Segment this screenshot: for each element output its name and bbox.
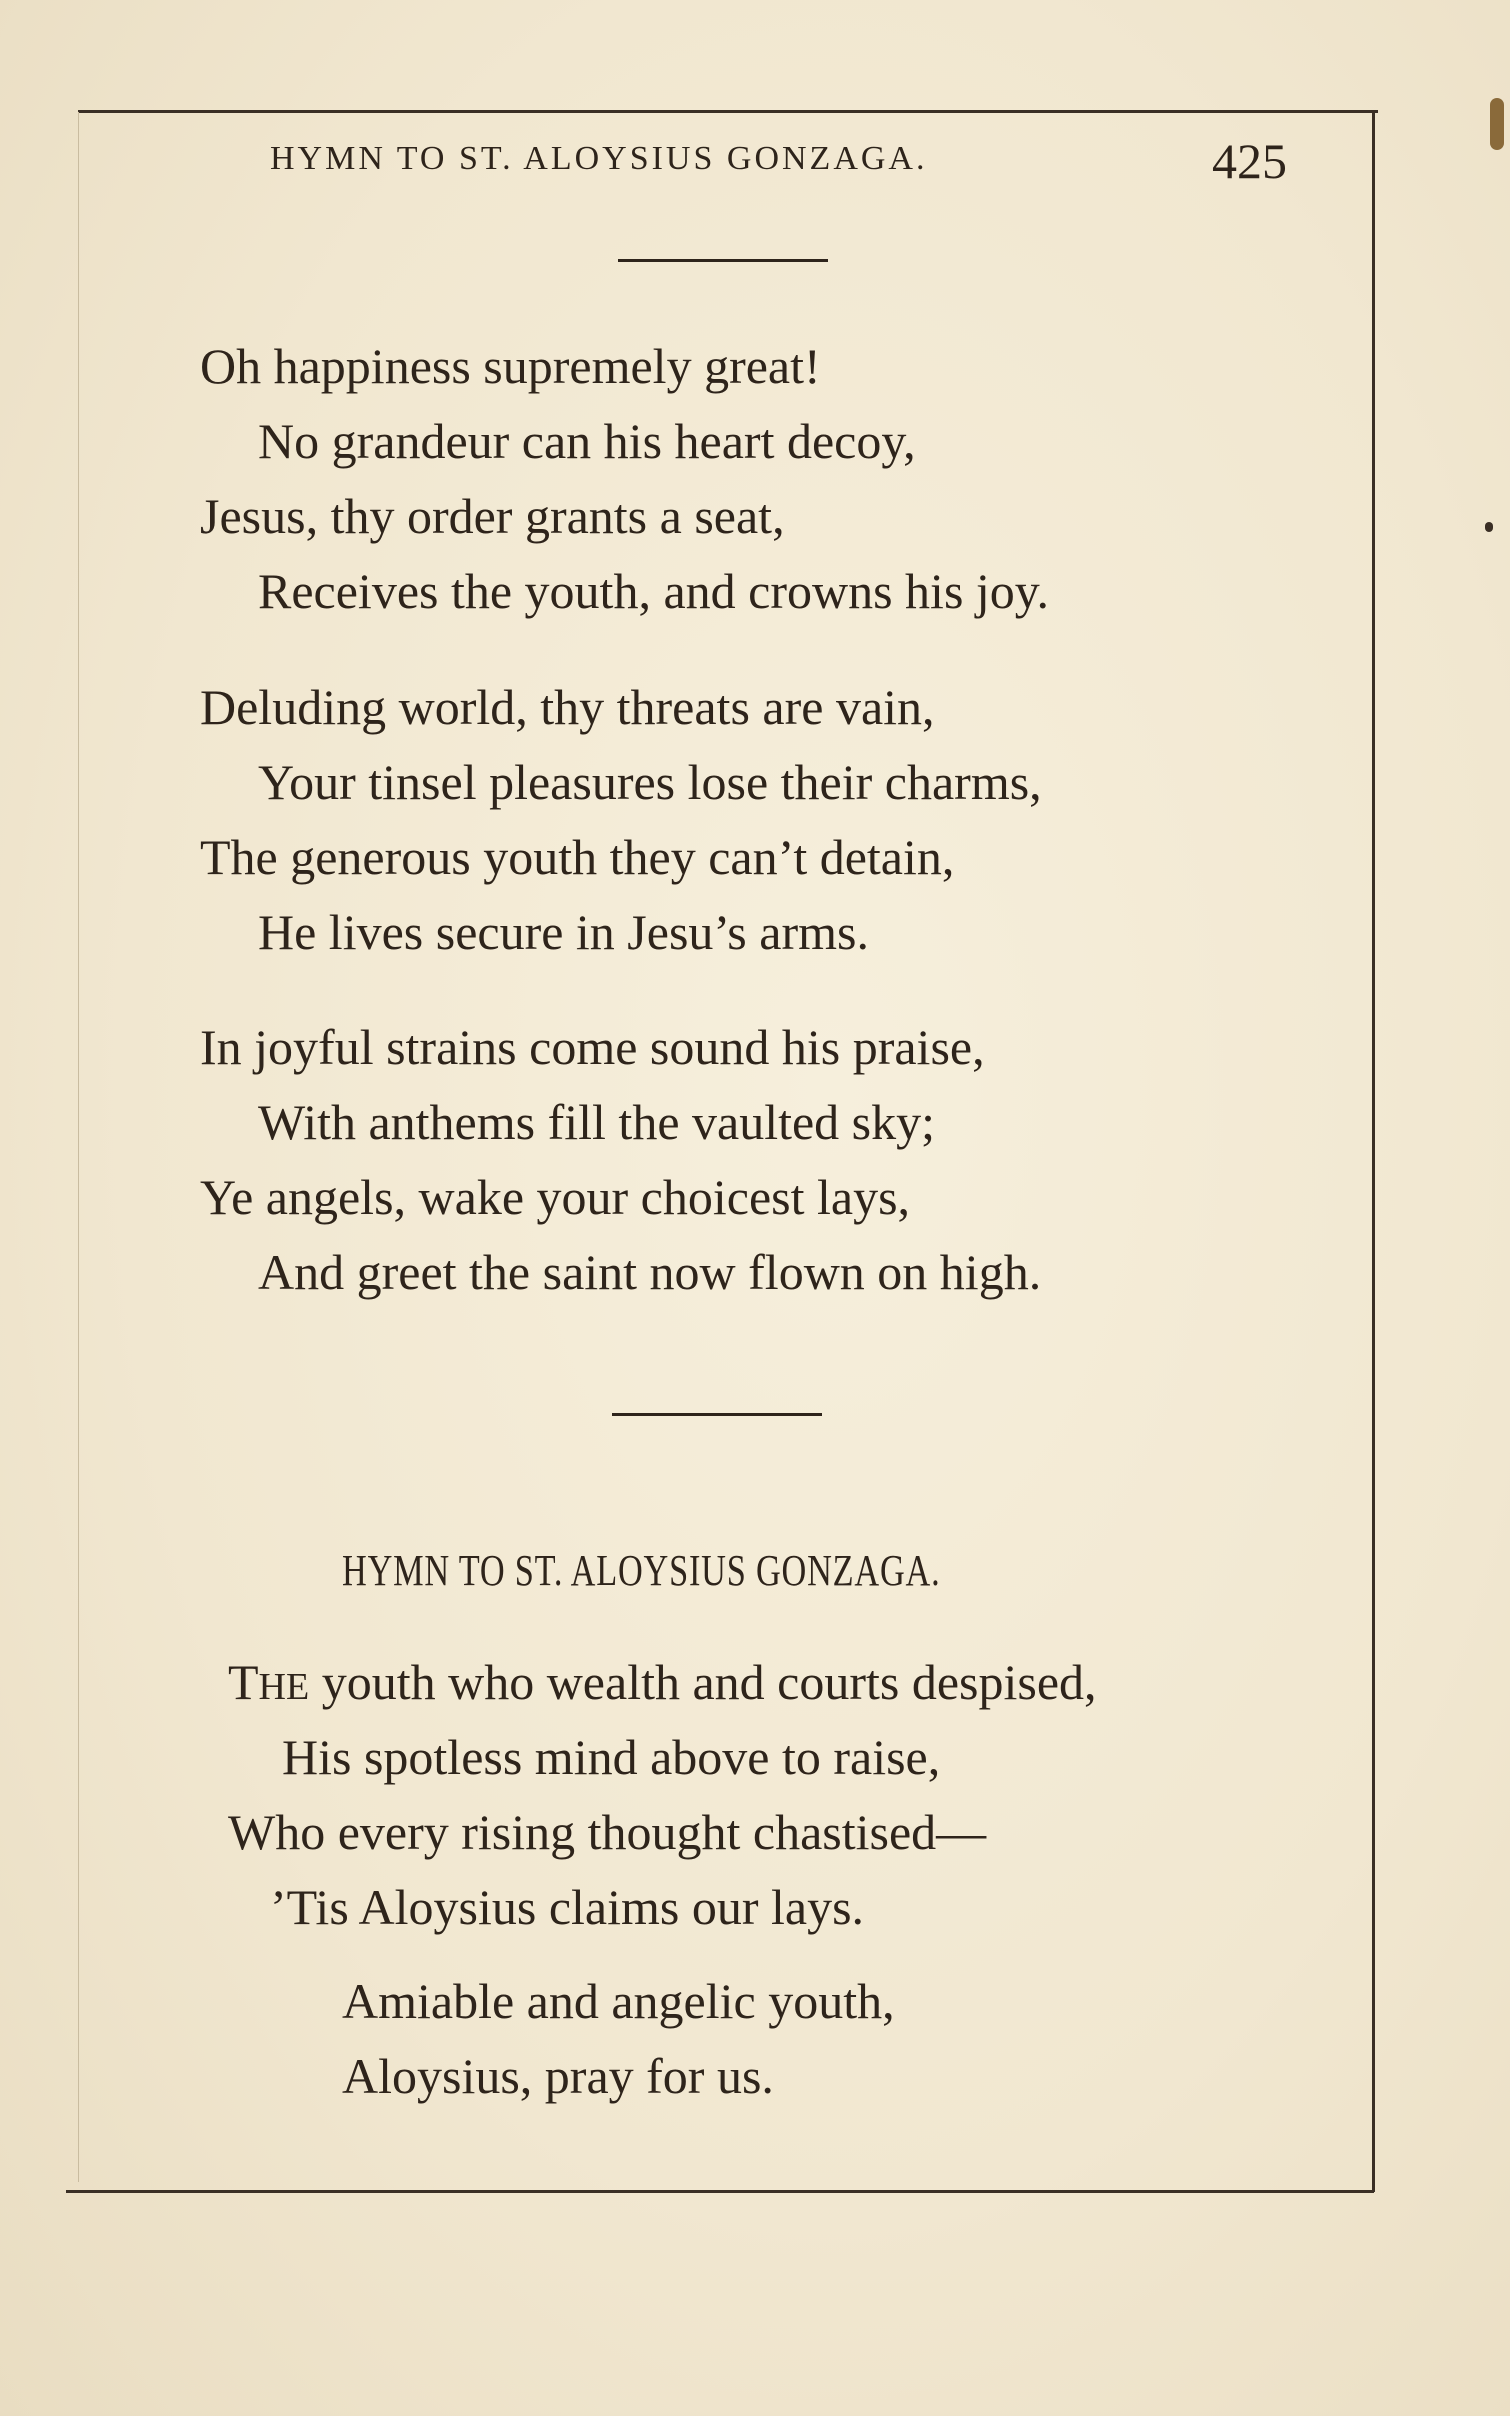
page-border-right [1372, 112, 1375, 2192]
header-rule [618, 259, 828, 262]
section-divider-rule [612, 1413, 822, 1416]
hymn-line-2: His spotless mind above to raise, [282, 1729, 941, 1785]
hymn-line-3: Who every rising thought chastised— [228, 1804, 987, 1860]
refrain-line-2: Aloysius, pray for us. [342, 2048, 774, 2104]
stanza-3-line-4: And greet the saint now flown on high. [258, 1244, 1042, 1300]
dropcap: T [228, 1654, 259, 1710]
stanza-1-line-2: No grandeur can his heart decoy, [258, 413, 916, 469]
stanza-2-line-3: The generous youth they can’t detain, [200, 829, 955, 885]
stanza-3-line-3: Ye angels, wake your choicest lays, [200, 1169, 911, 1225]
stanza-3-line-2: With anthems fill the vaulted sky; [258, 1094, 936, 1150]
stanza-1-line-1: Oh happiness supremely great! [200, 338, 821, 394]
hymn-title: HYMN TO ST. ALOYSIUS GONZAGA. [342, 1546, 941, 1595]
page-border-left [78, 112, 79, 2182]
hymn-line-4: ’Tis Aloysius claims our lays. [270, 1879, 865, 1935]
stanza-3-line-1: In joyful strains come sound his praise, [200, 1019, 985, 1075]
hymn-line-1 [228, 1654, 1097, 1710]
stanza-1-line-3: Jesus, thy order grants a seat, [200, 488, 785, 544]
running-head: HYMN TO ST. ALOYSIUS GONZAGA. [270, 140, 928, 177]
edge-tab-mark [1490, 98, 1504, 150]
refrain-line-1: Amiable and angelic youth, [342, 1973, 895, 2029]
hymn-line-1-rest: youth who wealth and courts despised, [309, 1654, 1097, 1710]
stanza-2-line-2: Your tinsel pleasures lose their charms, [258, 754, 1042, 810]
page-border-bottom [66, 2190, 1374, 2193]
page-border-top [78, 110, 1378, 113]
page-number: 425 [1212, 133, 1287, 189]
stanza-1-line-4: Receives the youth, and crowns his joy. [258, 563, 1050, 619]
margin-dot [1485, 522, 1493, 532]
smallcaps-word: HE [258, 1666, 310, 1708]
stanza-2-line-4: He lives secure in Jesu’s arms. [258, 904, 869, 960]
stanza-2-line-1: Deluding world, thy threats are vain, [200, 679, 935, 735]
